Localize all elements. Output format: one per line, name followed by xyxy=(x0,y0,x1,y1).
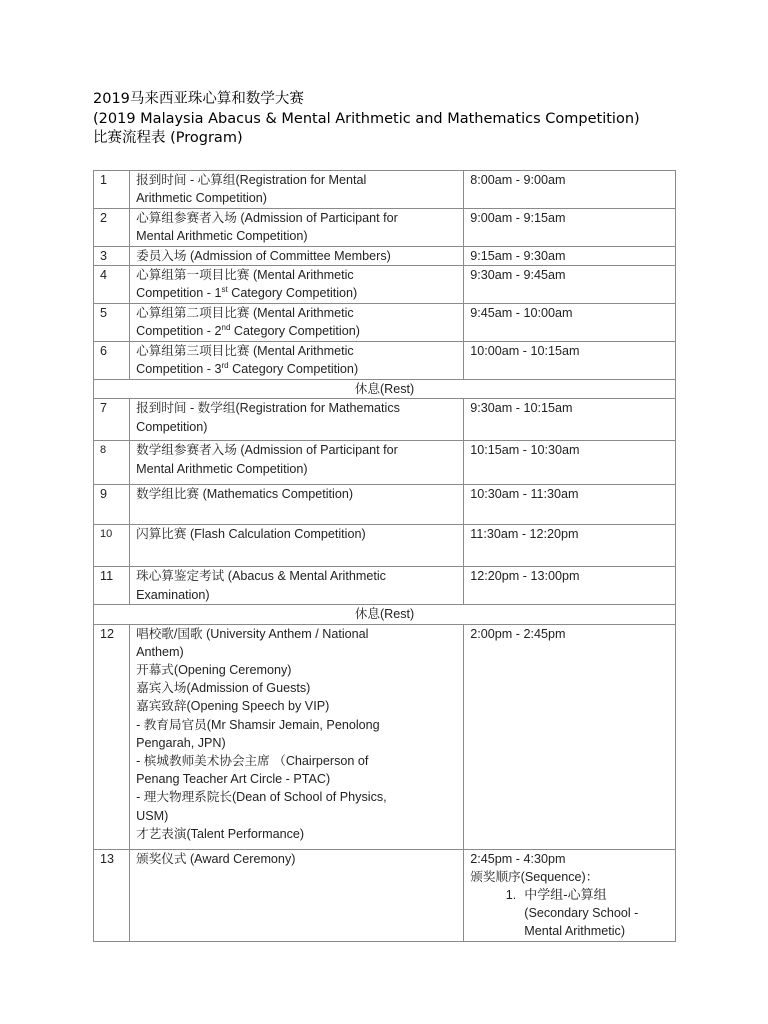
event-text: 嘉宾入场(Admission of Guests) xyxy=(136,681,311,696)
row-number: 2 xyxy=(94,209,130,247)
event-cell xyxy=(130,304,464,342)
event-text: - 教育局官员(Mr Shamsir Jemain, Penolong xyxy=(136,717,380,732)
time-cell: 10:00am - 10:15am xyxy=(464,342,676,380)
row-number: 5 xyxy=(94,304,130,342)
row-number: 12 xyxy=(94,624,130,849)
row-number: 10 xyxy=(94,525,130,567)
table-row xyxy=(94,342,676,380)
award-item-text xyxy=(524,886,669,941)
row-number: 8 xyxy=(94,441,130,485)
title-program: 比赛流程表 (Program) xyxy=(93,130,243,146)
event-text: 颁奖仪式 (Award Ceremony) xyxy=(136,851,296,866)
row-number: 7 xyxy=(94,399,130,441)
event-text-part: Category Competition) xyxy=(230,324,360,339)
table-row xyxy=(94,247,676,266)
row-number: 13 xyxy=(94,849,130,941)
event-text: 闪算比赛 (Flash Calculation Competition) xyxy=(136,527,366,542)
event-text xyxy=(136,360,457,378)
event-text: 数学组比赛 (Mathematics Competition) xyxy=(136,487,354,502)
event-text: 嘉宾致辞(Opening Speech by VIP) xyxy=(136,699,330,714)
event-text: 心算组第一项目比赛 (Mental Arithmetic xyxy=(136,268,354,283)
table-row xyxy=(94,209,676,247)
time-cell: 12:20pm - 13:00pm xyxy=(464,567,676,605)
event-cell xyxy=(130,342,464,380)
event-text: 才艺表演(Talent Performance) xyxy=(136,826,305,841)
event-text: 心算组第三项目比赛 (Mental Arithmetic xyxy=(136,344,354,359)
event-text: Pengarah, JPN) xyxy=(136,735,226,750)
table-row xyxy=(94,849,676,941)
event-text: 委员入场 (Admission of Committee Members) xyxy=(136,249,391,263)
event-cell xyxy=(130,266,464,304)
event-text: Competition) xyxy=(136,419,208,434)
award-sequence-item xyxy=(470,886,669,941)
event-text: Arithmetic Competition) xyxy=(136,191,267,206)
rest-label: 休息(Rest) xyxy=(94,605,676,624)
time-cell: 10:30am - 11:30am xyxy=(464,485,676,525)
event-cell xyxy=(130,525,464,567)
event-text: 数学组参赛者入场 (Admission of Participant for xyxy=(136,443,398,458)
time-text: 2:45pm - 4:30pm xyxy=(470,851,566,866)
table-row xyxy=(94,266,676,304)
table-row xyxy=(94,171,676,209)
event-cell xyxy=(130,399,464,441)
event-cell xyxy=(130,485,464,525)
event-text: Mental Arithmetic Competition) xyxy=(136,229,308,244)
award-sequence-label: 颁奖顺序(Sequence)： xyxy=(470,869,599,884)
event-text: 报到时间 - 心算组(Registration for Mental xyxy=(136,173,367,187)
time-cell: 8:00am - 9:00am xyxy=(464,171,676,209)
event-text xyxy=(136,322,457,340)
document-title xyxy=(93,90,733,149)
event-text: 心算组参赛者入场 (Admission of Participant for xyxy=(136,211,398,225)
time-cell: 10:15am - 10:30am xyxy=(464,441,676,485)
table-row xyxy=(94,624,676,849)
ordinal-suffix: rd xyxy=(221,361,229,371)
time-cell: 9:45am - 10:00am xyxy=(464,304,676,342)
event-text: 报到时间 - 数学组(Registration for Mathematics xyxy=(136,401,400,416)
row-number: 4 xyxy=(94,266,130,304)
event-text: Examination) xyxy=(136,587,210,602)
ordinal-suffix: st xyxy=(221,285,228,295)
rest-row xyxy=(94,380,676,399)
award-item-english: (Secondary School - xyxy=(524,906,639,921)
row-number: 6 xyxy=(94,342,130,380)
award-item-english: Mental Arithmetic) xyxy=(524,924,626,939)
ordinal-suffix: nd xyxy=(221,323,231,333)
time-cell xyxy=(464,849,676,941)
event-text: Penang Teacher Art Circle - PTAC) xyxy=(136,772,331,787)
event-cell xyxy=(130,247,464,266)
time-cell: 9:30am - 9:45am xyxy=(464,266,676,304)
event-text: - 槟城教师美术协会主席 （Chairperson of xyxy=(136,754,369,769)
event-text: Mental Arithmetic Competition) xyxy=(136,461,308,476)
program-table xyxy=(93,170,676,942)
event-text: 开幕式(Opening Ceremony) xyxy=(136,663,292,678)
award-item-number: 1. xyxy=(505,888,517,903)
event-text-part: Competition - 2 xyxy=(136,324,222,339)
table-row xyxy=(94,399,676,441)
event-cell xyxy=(130,209,464,247)
row-number: 11 xyxy=(94,567,130,605)
table-row xyxy=(94,485,676,525)
row-number: 9 xyxy=(94,485,130,525)
time-cell: 2:00pm - 2:45pm xyxy=(464,624,676,849)
event-text-part: Competition - 1 xyxy=(136,286,222,301)
title-chinese: 2019马来西亚珠心算和数学大赛 xyxy=(93,91,304,107)
row-number: 1 xyxy=(94,171,130,209)
event-text-part: Category Competition) xyxy=(228,362,359,377)
event-cell xyxy=(130,567,464,605)
event-text: - 理大物理系院长(Dean of School of Physics, xyxy=(136,790,387,805)
time-cell: 9:15am - 9:30am xyxy=(464,247,676,266)
event-text-part: Competition - 3 xyxy=(136,362,222,377)
table-row xyxy=(94,525,676,567)
event-text: Anthem) xyxy=(136,644,184,659)
event-text-part: Category Competition) xyxy=(227,286,358,301)
event-text xyxy=(136,284,457,302)
rest-row xyxy=(94,605,676,624)
award-item-chinese: 中学组-心算组 xyxy=(524,887,607,903)
event-text: 唱校歌/国歌 (University Anthem / National xyxy=(136,626,369,641)
time-cell: 11:30am - 12:20pm xyxy=(464,525,676,567)
event-cell xyxy=(130,441,464,485)
time-cell: 9:00am - 9:15am xyxy=(464,209,676,247)
time-cell: 9:30am - 10:15am xyxy=(464,399,676,441)
title-english: (2019 Malaysia Abacus & Mental Arithmetic and Mathematics Competition) xyxy=(93,110,640,127)
rest-label: 休息(Rest) xyxy=(94,380,676,399)
table-row xyxy=(94,304,676,342)
event-text: 心算组第二项目比赛 (Mental Arithmetic xyxy=(136,306,354,321)
event-cell xyxy=(130,849,464,941)
row-number: 3 xyxy=(94,247,130,266)
table-row xyxy=(94,567,676,605)
event-text: USM) xyxy=(136,808,169,823)
table-row xyxy=(94,441,676,485)
event-text: 珠心算鉴定考试 (Abacus & Mental Arithmetic xyxy=(136,569,386,584)
event-cell xyxy=(130,171,464,209)
event-cell xyxy=(130,624,464,849)
